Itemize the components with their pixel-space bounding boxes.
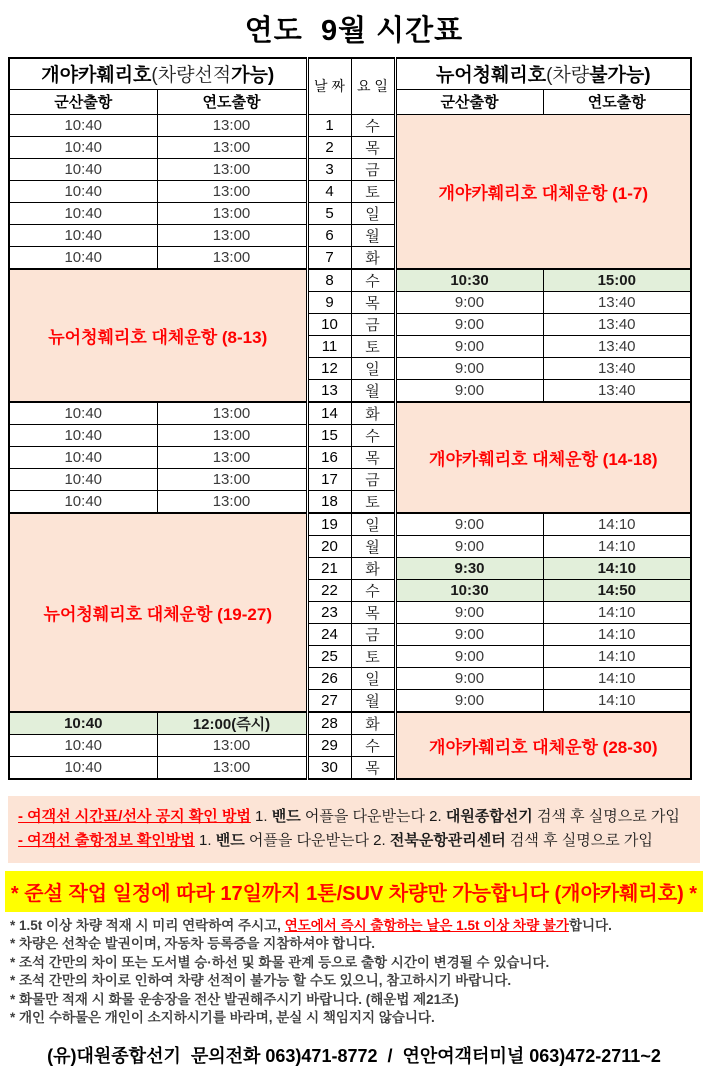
date-cell: 21 <box>307 557 351 579</box>
left-gunsan-time: 10:40 <box>9 224 157 246</box>
right-gunsan-time: 9:00 <box>395 313 543 335</box>
left-yeondo-time: 13:00 <box>157 114 307 136</box>
day-cell: 화 <box>351 246 395 269</box>
left-yeondo-time: 13:00 <box>157 446 307 468</box>
left-gunsan-time: 10:40 <box>9 734 157 756</box>
timetable-row <box>9 269 691 292</box>
day-cell: 월 <box>351 379 395 402</box>
day-cell: 목 <box>351 446 395 468</box>
day-cell: 화 <box>351 557 395 579</box>
notice-line <box>18 829 692 853</box>
fine-notes <box>10 917 708 1028</box>
note-text: * 화물만 적재 시 화물 운송장을 전산 발권해주시기 바랍니다. (해운법 제21조) <box>10 991 459 1007</box>
note-text: * 조석 간만의 차이로 인하여 차량 선적이 불가능 할 수도 있으니, 참고하시기 바랍니다. <box>10 973 512 988</box>
day-cell: 수 <box>351 269 395 292</box>
date-cell: 9 <box>307 291 351 313</box>
day-cell: 금 <box>351 313 395 335</box>
right-yeondo-time: 13:40 <box>543 313 691 335</box>
day-cell: 수 <box>351 734 395 756</box>
left-yeondo-time: 13:00 <box>157 224 307 246</box>
right-yeondo-time: 14:10 <box>543 535 691 557</box>
day-cell: 일 <box>351 667 395 689</box>
right-yeondo-time: 13:40 <box>543 357 691 379</box>
date-cell: 16 <box>307 446 351 468</box>
left-yeondo-time: 13:00 <box>157 158 307 180</box>
day-cell: 월 <box>351 689 395 712</box>
note-text: * 조석 간만의 차이 또는 도서별 승·하선 및 화물 관계 등으로 출항 시간이 변경될 수 있습니다. <box>10 954 550 970</box>
notice-box <box>8 796 700 863</box>
right-gunsan-time: 9:00 <box>395 645 543 667</box>
timetable-header <box>9 58 691 114</box>
left-yeondo-time: 13:00 <box>157 490 307 513</box>
left-yeondo-time: 13:00 <box>157 136 307 158</box>
date-cell: 20 <box>307 535 351 557</box>
day-cell: 금 <box>351 623 395 645</box>
fine-note-line <box>10 972 708 991</box>
left-gunsan-time: 10:40 <box>9 202 157 224</box>
day-cell: 목 <box>351 601 395 623</box>
fine-note-line <box>10 991 708 1010</box>
left-yeondo-time: 13:00 <box>157 424 307 446</box>
left-yeondo-time: 13:00 <box>157 180 307 202</box>
day-cell: 목 <box>351 291 395 313</box>
left-gunsan-time: 10:40 <box>9 756 157 779</box>
day-cell: 화 <box>351 712 395 735</box>
left-gunsan-time: 10:40 <box>9 180 157 202</box>
right-yeondo-time: 14:10 <box>543 557 691 579</box>
right-yeondo-time: 13:40 <box>543 335 691 357</box>
date-cell: 24 <box>307 623 351 645</box>
left-gunsan-time: 10:40 <box>9 402 157 425</box>
day-column-header: 요 일 <box>351 58 395 114</box>
note-text: 검색 후 실명으로 가입 <box>532 807 680 825</box>
note-text: 밴드 <box>271 807 301 825</box>
date-cell: 13 <box>307 379 351 402</box>
left-ship-header <box>9 58 307 89</box>
date-cell: 7 <box>307 246 351 269</box>
note-text: 밴드 <box>215 831 245 849</box>
day-cell: 일 <box>351 202 395 224</box>
right-gunsan-header: 군산출항 <box>395 89 543 114</box>
left-yeondo-time: 13:00 <box>157 402 307 425</box>
date-cell: 28 <box>307 712 351 735</box>
day-cell: 토 <box>351 490 395 513</box>
right-yeondo-time: 14:10 <box>543 601 691 623</box>
date-column-header: 날 짜 <box>307 58 351 114</box>
day-cell: 수 <box>351 424 395 446</box>
notice-line <box>18 805 692 829</box>
left-yeondo-time: 13:00 <box>157 246 307 269</box>
note-text: * 개인 수하물은 개인이 소지하시기를 바라며, 분실 시 책임지지 않습니다. <box>10 1010 435 1025</box>
left-yeondo-time: 13:00 <box>157 202 307 224</box>
note-text: 어플을 다운받는다 2. <box>300 807 446 825</box>
timetable <box>8 57 692 780</box>
right-gunsan-time: 9:00 <box>395 667 543 689</box>
right-ship-name: 뉴어청훼리호 <box>435 65 547 87</box>
right-yeondo-time: 13:40 <box>543 379 691 402</box>
date-cell: 29 <box>307 734 351 756</box>
note-text: * 1.5t 이상 차량 적재 시 미리 연락하여 주시고, <box>10 917 285 933</box>
right-gunsan-time: 9:00 <box>395 513 543 536</box>
right-yeondo-header: 연도출항 <box>543 89 691 114</box>
timetable-row <box>9 114 691 136</box>
note-text: 합니다. <box>568 917 612 933</box>
highlighted-red-text: 연도에서 즉시 출항하는 날은 1.5t 이상 차량 불가 <box>284 917 569 933</box>
date-cell: 14 <box>307 402 351 425</box>
day-cell: 일 <box>351 357 395 379</box>
date-cell: 23 <box>307 601 351 623</box>
date-cell: 10 <box>307 313 351 335</box>
date-cell: 30 <box>307 756 351 779</box>
note-text: 전북운항관리센터 <box>389 831 506 849</box>
day-cell: 일 <box>351 513 395 536</box>
left-gunsan-time: 10:40 <box>9 446 157 468</box>
page-title: 연도 9월 시간표 <box>244 15 464 47</box>
right-ship-note-bold: 불가능) <box>589 65 651 87</box>
timetable-row <box>9 513 691 536</box>
date-cell: 27 <box>307 689 351 712</box>
left-gunsan-time: 10:40 <box>9 136 157 158</box>
date-cell: 1 <box>307 114 351 136</box>
date-cell: 4 <box>307 180 351 202</box>
date-cell: 11 <box>307 335 351 357</box>
day-cell: 수 <box>351 579 395 601</box>
day-cell: 토 <box>351 335 395 357</box>
left-gunsan-time: 10:40 <box>9 490 157 513</box>
timetable-body <box>9 114 691 779</box>
right-gunsan-time: 9:00 <box>395 379 543 402</box>
date-cell: 8 <box>307 269 351 292</box>
date-cell: 5 <box>307 202 351 224</box>
right-gunsan-time: 9:00 <box>395 689 543 712</box>
right-yeondo-time: 14:10 <box>543 689 691 712</box>
right-yeondo-time: 14:10 <box>543 645 691 667</box>
left-gunsan-header: 군산출항 <box>9 89 157 114</box>
fine-note-line <box>10 1009 708 1028</box>
left-yeondo-header: 연도출항 <box>157 89 307 114</box>
fine-note-line <box>10 954 708 973</box>
note-text: 1. <box>250 807 272 825</box>
left-ship-name: 개야카훼리호 <box>41 65 152 87</box>
right-gunsan-time: 9:00 <box>395 335 543 357</box>
day-cell: 금 <box>351 468 395 490</box>
left-gunsan-time: 10:40 <box>9 246 157 269</box>
contact-footer: (유)대원종합선기 문의전화 063)471-8772 / 연안여객터미널 063)472-2711~2 <box>47 1045 661 1066</box>
date-cell: 18 <box>307 490 351 513</box>
right-ship-header <box>395 58 691 89</box>
left-gunsan-time: 10:40 <box>9 468 157 490</box>
right-gunsan-time: 9:00 <box>395 601 543 623</box>
note-text: 대원종합선기 <box>445 807 533 825</box>
right-yeondo-time: 14:10 <box>543 623 691 645</box>
date-cell: 17 <box>307 468 351 490</box>
fine-note-line <box>10 935 708 954</box>
left-yeondo-time: 13:00 <box>157 468 307 490</box>
left-yeondo-time: 13:00 <box>157 756 307 779</box>
left-yeondo-time: 13:00 <box>157 734 307 756</box>
highlighted-red-text: - 여객선 시간표/선사 공지 확인 방법 <box>18 807 251 825</box>
date-cell: 2 <box>307 136 351 158</box>
date-cell: 25 <box>307 645 351 667</box>
day-cell: 토 <box>351 180 395 202</box>
note-text: 1. <box>194 831 216 849</box>
note-text: 어플을 다운받는다 2. <box>244 831 390 849</box>
right-ship-note: (차량 <box>546 65 590 87</box>
right-gunsan-time: 9:30 <box>395 557 543 579</box>
day-cell: 목 <box>351 136 395 158</box>
left-substitute-notice: 뉴어청훼리호 대체운항 (19-27) <box>9 513 307 712</box>
timetable-row <box>9 712 691 735</box>
day-cell: 월 <box>351 535 395 557</box>
left-gunsan-time: 10:40 <box>9 114 157 136</box>
right-gunsan-time: 9:00 <box>395 291 543 313</box>
date-cell: 12 <box>307 357 351 379</box>
left-substitute-notice: 뉴어청훼리호 대체운항 (8-13) <box>9 269 307 402</box>
right-gunsan-time: 9:00 <box>395 623 543 645</box>
right-substitute-notice: 개야카훼리호 대체운항 (28-30) <box>395 712 691 779</box>
date-cell: 22 <box>307 579 351 601</box>
date-cell: 15 <box>307 424 351 446</box>
left-ship-note: (차량선적 <box>151 65 232 87</box>
date-cell: 19 <box>307 513 351 536</box>
right-yeondo-time: 15:00 <box>543 269 691 292</box>
timetable-row <box>9 402 691 425</box>
highlighted-red-text: - 여객선 출항정보 확인방법 <box>18 831 195 849</box>
right-yeondo-time: 14:10 <box>543 513 691 536</box>
day-cell: 금 <box>351 158 395 180</box>
date-cell: 6 <box>307 224 351 246</box>
right-gunsan-time: 10:30 <box>395 579 543 601</box>
note-text: * 차량은 선착순 발권이며, 자동차 등록증을 지참하셔야 합니다. <box>10 936 376 951</box>
right-yeondo-time: 14:50 <box>543 579 691 601</box>
day-cell: 화 <box>351 402 395 425</box>
fine-note-line <box>10 917 708 936</box>
right-gunsan-time: 9:00 <box>395 535 543 557</box>
left-ship-note-bold: 가능) <box>231 65 275 87</box>
day-cell: 목 <box>351 756 395 779</box>
note-text: 검색 후 실명으로 가입 <box>505 831 653 849</box>
day-cell: 토 <box>351 645 395 667</box>
left-gunsan-time: 10:40 <box>9 158 157 180</box>
left-yeondo-time: 12:00(즉시) <box>157 712 307 735</box>
right-substitute-notice: 개야카훼리호 대체운항 (14-18) <box>395 402 691 513</box>
left-gunsan-time: 10:40 <box>9 424 157 446</box>
dredging-notice-banner: * 준설 작업 일정에 따라 17일까지 1톤/SUV 차량만 가능합니다 (개야카훼리호) * <box>5 871 703 912</box>
right-yeondo-time: 13:40 <box>543 291 691 313</box>
date-cell: 3 <box>307 158 351 180</box>
day-cell: 수 <box>351 114 395 136</box>
day-cell: 월 <box>351 224 395 246</box>
right-gunsan-time: 10:30 <box>395 269 543 292</box>
right-substitute-notice: 개야카훼리호 대체운항 (1-7) <box>395 114 691 269</box>
right-yeondo-time: 14:10 <box>543 667 691 689</box>
left-gunsan-time: 10:40 <box>9 712 157 735</box>
right-gunsan-time: 9:00 <box>395 357 543 379</box>
date-cell: 26 <box>307 667 351 689</box>
